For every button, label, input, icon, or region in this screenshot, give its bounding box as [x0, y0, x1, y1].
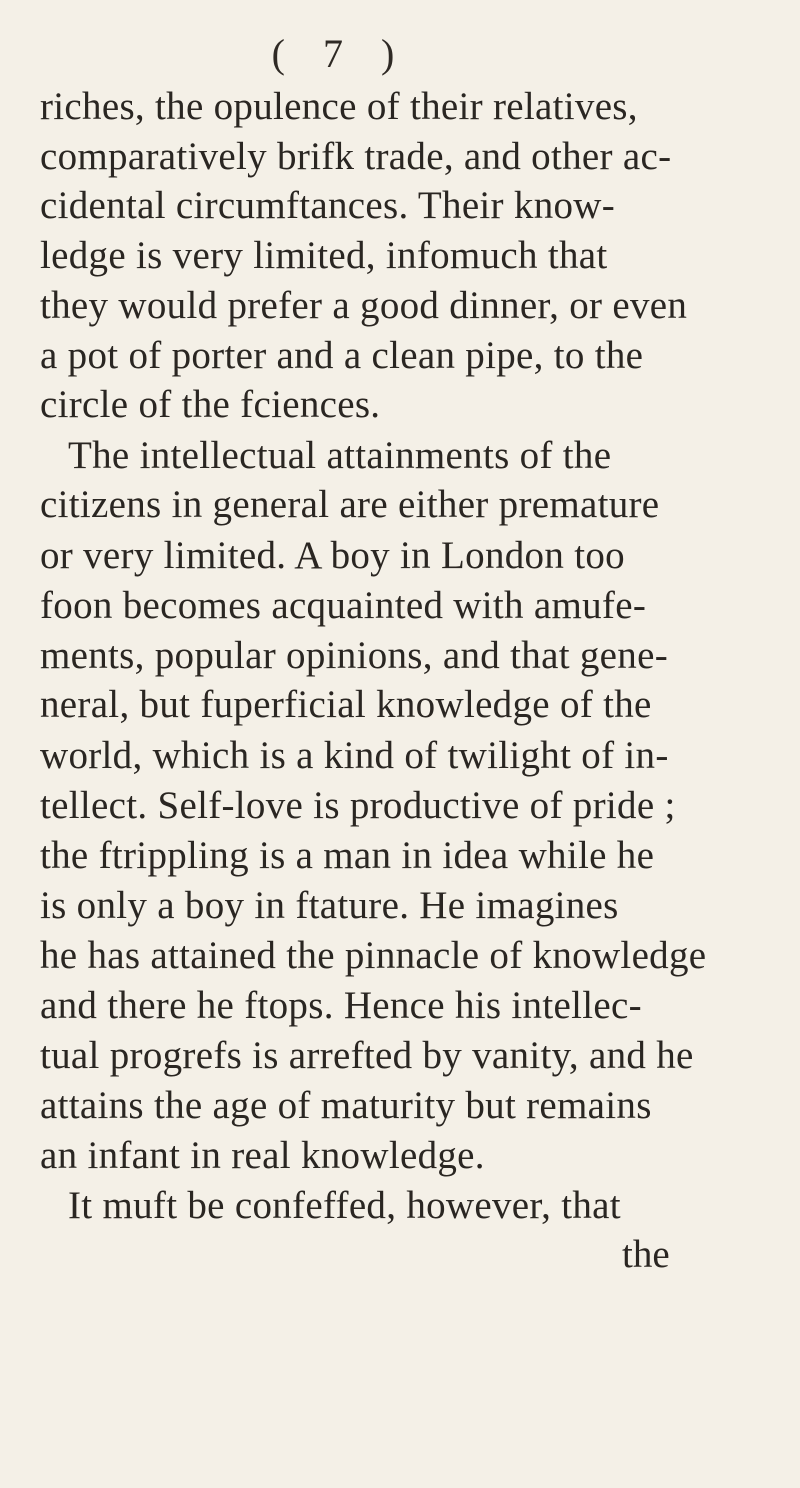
text-line-17: is only a boy in ftature. He imagines: [40, 884, 619, 927]
text-line-20: tual progrefs is arrefted by vanity, and he: [40, 1034, 694, 1077]
text-line-13: neral, but fuperficial knowledge of the: [40, 683, 652, 726]
text-line-4: ledge is very limited, infomuch that: [40, 234, 608, 277]
text-line-3: cidental circumftances. Their know-: [40, 184, 616, 227]
text-line-11: foon becomes acquainted with amufe-: [40, 584, 647, 627]
page-number: ( 7 ): [271, 31, 409, 76]
text-line-23: It muft be confeffed, however, that: [68, 1184, 621, 1227]
text-line-16: the ftrippling is a man in idea while he: [40, 834, 655, 877]
text-line-1: riches, the opulence of their relatives,: [40, 85, 638, 128]
text-line-22: an infant in real knowledge.: [40, 1134, 485, 1177]
text-line-10: or very limited. A boy in London too: [40, 534, 625, 577]
text-line-8: The intellectual attainments of the: [68, 434, 612, 477]
text-line-2: comparatively brifk trade, and other ac-: [40, 135, 672, 178]
text-line-19: and there he ftops. Hence his intellec-: [40, 984, 642, 1027]
text-line-18: he has attained the pinnacle of knowledge: [40, 934, 707, 977]
text-line-14: world, which is a kind of twilight of in-: [40, 734, 669, 777]
text-line-6: a pot of porter and a clean pipe, to the: [40, 334, 644, 377]
text-line-12: ments, popular opinions, and that gene-: [40, 634, 668, 677]
text-line-5: they would prefer a good dinner, or even: [40, 284, 688, 327]
text-line-21: attains the age of maturity but remains: [40, 1084, 652, 1127]
catchword: the: [622, 1233, 670, 1276]
text-line-7: circle of the fciences.: [40, 383, 381, 426]
text-line-15: tellect. Self-love is productive of pride ;: [40, 784, 676, 827]
text-line-9: citizens in general are either premature: [40, 483, 660, 526]
